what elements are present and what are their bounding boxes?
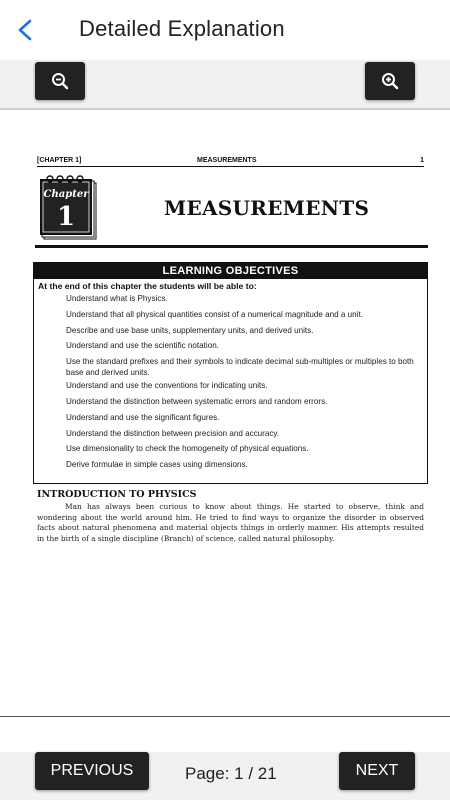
footer-divider xyxy=(0,716,450,717)
list-item: Derive formulae in simple cases using dimensions. xyxy=(66,460,248,470)
list-item: Understand the distinction between systematic errors and random errors. xyxy=(66,396,328,406)
list-item: Understand the distinction between precision and accuracy. xyxy=(66,428,280,438)
zoom-out-icon xyxy=(51,72,69,90)
list-item: Understand and use the significant figures. xyxy=(66,412,220,422)
chapter-badge-label: Chapter xyxy=(43,189,89,200)
running-header-chapter: [CHAPTER 1] xyxy=(37,157,82,164)
previous-button[interactable]: PREVIOUS xyxy=(35,752,149,790)
list-item: Understand and use the scientific notation. xyxy=(66,341,219,351)
list-item: Understand what is Physics. xyxy=(66,294,168,303)
learning-objectives-list xyxy=(34,293,427,470)
list-item: Understand and use the conventions for indicating units. xyxy=(66,381,268,391)
learning-objectives-intro: At the end of this chapter the students will be able to: xyxy=(38,281,257,291)
chapter-title: MEASUREMENTS xyxy=(164,196,370,220)
zoom-in-button[interactable] xyxy=(365,62,415,100)
document-page[interactable] xyxy=(0,110,450,716)
learning-objectives-box xyxy=(33,262,428,484)
zoom-in-icon xyxy=(381,72,399,90)
list-item: Describe and use base units, supplementary units, and derived units. xyxy=(66,325,314,335)
page-title: Detailed Explanation xyxy=(79,16,285,41)
zoom-out-button[interactable] xyxy=(35,62,85,100)
running-header-section: MEASUREMENTS xyxy=(197,157,257,164)
learning-objectives-heading: LEARNING OBJECTIVES xyxy=(34,263,427,279)
list-item: Use the standard prefixes and their symbols to indicate decimal sub-multiples or multiples to both base and derived units. xyxy=(66,357,414,378)
list-item: Understand that all physical quantities consist of a numerical magnitude and a unit. xyxy=(66,309,363,319)
zoom-toolbar xyxy=(0,60,450,110)
title-divider xyxy=(35,245,428,248)
page-indicator: Page: 1 / 21 xyxy=(185,764,277,783)
back-arrow-icon[interactable] xyxy=(14,18,38,42)
chapter-badge-number: 1 xyxy=(56,202,76,232)
section-heading: INTRODUCTION TO PHYSICS xyxy=(37,489,197,500)
running-header-page: 1 xyxy=(420,157,424,164)
running-header xyxy=(37,157,424,167)
pager-footer xyxy=(0,752,450,800)
intro-paragraph: Man has always been curious to know about things. He started to observe, think and wondering about the world around him. He tried to find ways to organize the disorder in observed facts about natural phenomena and material objects things in orderly manner. His attempts resulted in the birth of a single discipline (Branch) of science, called natural philosophy. xyxy=(37,502,424,543)
app-header xyxy=(0,0,450,60)
next-button[interactable]: NEXT xyxy=(339,752,415,790)
list-item: Use dimensionality to check the homogeneity of physical equations. xyxy=(66,444,309,454)
chapter-badge xyxy=(38,175,94,239)
